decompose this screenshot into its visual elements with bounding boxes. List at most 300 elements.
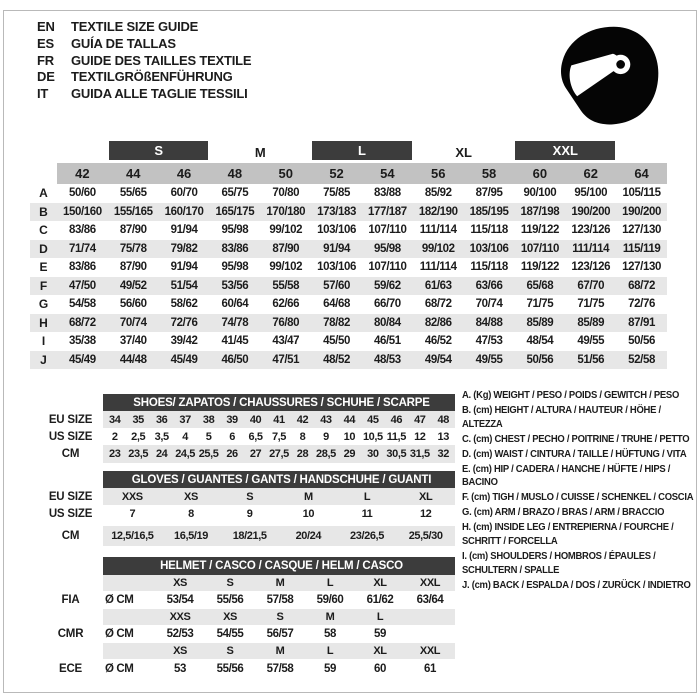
size-number-cell: 64 [616, 163, 667, 184]
language-label: GUIDE DES TAILLES TEXTILE [71, 52, 252, 68]
size-value-cell: 62/66 [272, 298, 300, 311]
shoe-us-size-cell: 13 [437, 430, 449, 443]
size-value-cell: 72/76 [628, 298, 655, 311]
language-label: GUÍA DE TALLAS [71, 35, 176, 51]
shoe-cm-cell: 25,5 [197, 445, 220, 463]
size-value-cell: 74/78 [209, 314, 260, 333]
language-label: GUIDA ALLE TAGLIE TESSILI [71, 86, 248, 102]
shoe-cm-cell: 28,5 [314, 445, 337, 463]
shoe-cm-cell: 26 [220, 445, 243, 463]
shoe-cm-cell: 24 [150, 445, 173, 463]
size-value-cell: 70/74 [108, 314, 159, 333]
size-value-cell: 72/76 [159, 314, 210, 333]
shoe-us-size-cell: 2,5 [131, 430, 146, 443]
helmet-diameter-unit: Ø CM [105, 628, 134, 640]
size-value-cell: 45/49 [159, 351, 210, 370]
helmet-size-label-cell: XS [205, 609, 255, 625]
helmet-size-label-cell [405, 609, 455, 625]
shoe-cm-cell: 27,5 [267, 445, 290, 463]
shoe-cm-cell: 24,5 [173, 445, 196, 463]
helmet-sizes-lead [103, 643, 155, 659]
shoe-us-size-cell: 6,5 [248, 430, 263, 443]
row-letter: I [41, 334, 46, 349]
language-row [37, 36, 251, 53]
row-letter: E [39, 260, 48, 275]
helmet-size-label-cell: XXS [155, 609, 205, 625]
size-value-cell: 51/54 [159, 277, 210, 296]
size-value-cell: 119/122 [520, 261, 559, 274]
row-letter: D [30, 240, 57, 259]
row-label-us-size: US SIZE [48, 507, 93, 520]
row-letter: F [30, 277, 57, 296]
size-value-cell: 155/165 [108, 203, 159, 222]
size-value-cell: 190/200 [565, 203, 616, 222]
size-value-cell: 99/102 [413, 240, 464, 259]
helmet-cm-value-cell: 63/64 [416, 594, 444, 606]
measurement-item: I. (cm) SHOULDERS / HOMBROS / ÉPAULES / SCHULTERN / SPALLE [462, 549, 656, 576]
size-value-cell: 91/94 [170, 261, 198, 274]
language-row [37, 86, 251, 103]
shoe-cm-cell: 32 [432, 445, 455, 463]
helmet-cm-value-cell: 55/56 [216, 663, 244, 675]
shoe-eu-size-cell: 40 [244, 411, 267, 428]
shoe-cm-cell: 30,5 [385, 445, 408, 463]
size-group-l: L [312, 141, 412, 160]
size-value-cell: 55/58 [260, 277, 311, 296]
size-value-cell: 127/130 [622, 261, 661, 274]
helmet-size-label-cell: L [305, 643, 355, 659]
size-value-cell: 41/45 [221, 335, 249, 348]
size-value-cell: 87/90 [119, 224, 147, 237]
size-value-cell: 107/110 [514, 240, 565, 259]
measurement-item: B. (cm) HEIGHT / ALTURA / HAUTEUR / HÖHE / ALTEZZA [462, 403, 661, 430]
size-value-cell: 173/183 [311, 203, 362, 222]
measurement-item: A. (Kg) WEIGHT / PESO / POIDS / GEWITCH / PESO [462, 389, 680, 401]
size-value-cell: 83/86 [69, 224, 96, 237]
size-group-spacer [57, 141, 108, 163]
size-value-cell: 123/126 [571, 224, 611, 237]
size-value-cell: 115/118 [470, 224, 508, 237]
size-value-cell: 63/66 [464, 277, 515, 296]
shoe-us-size-cell: 12 [414, 430, 426, 443]
helmet-cm-value-cell: 55/56 [216, 594, 244, 606]
size-group-xl: XL [455, 144, 472, 160]
size-value-cell: 150/160 [57, 203, 108, 222]
size-number-cell: 56 [413, 163, 464, 184]
gloves-title-spacer [38, 471, 103, 488]
row-label-cm: CM [61, 530, 80, 542]
size-value-cell: 54/58 [69, 298, 96, 311]
helmet-cm-value-cell: 59 [374, 628, 386, 640]
size-value-cell: 91/94 [311, 240, 362, 259]
size-number-cell: 60 [514, 163, 565, 184]
size-value-cell: 119/122 [520, 224, 559, 237]
row-letter: B [30, 203, 57, 222]
size-value-cell: 58/62 [170, 298, 198, 311]
shoe-cm-cell: 30 [361, 445, 384, 463]
helmet-size-label-cell: S [205, 575, 255, 591]
shoe-cm-cell: 27 [244, 445, 267, 463]
size-value-cell: 107/110 [368, 261, 407, 274]
glove-eu-size-cell: S [220, 488, 279, 505]
size-value-cell: 64/68 [323, 298, 350, 311]
size-value-cell: 87/90 [260, 240, 311, 259]
shoe-eu-size-cell: 35 [126, 411, 149, 428]
glove-cm-cell: 23/26,5 [338, 526, 397, 546]
size-value-cell: 95/98 [221, 261, 249, 274]
helmet-size-label-cell: L [355, 609, 405, 625]
size-number-cell: 42 [57, 163, 108, 184]
helmet-title-spacer [38, 557, 103, 575]
size-value-cell: 83/88 [374, 187, 401, 200]
glove-us-size-cell: 9 [246, 507, 253, 520]
size-value-cell: 111/114 [419, 261, 457, 274]
size-value-cell: 177/187 [362, 203, 413, 222]
helmet-sizes-lead [103, 609, 155, 625]
measurement-item: E. (cm) HIP / CADERA / HANCHE / HÜFTE / HIPS / BACINO [462, 462, 671, 489]
shoe-us-size-cell: 3,5 [154, 430, 169, 443]
size-value-cell: 68/72 [424, 298, 452, 311]
helmet-cm-value-cell [405, 625, 455, 643]
size-value-cell: 61/63 [413, 277, 464, 296]
corner-spacer [30, 141, 57, 163]
measurement-item: D. (cm) WAIST / CINTURA / TAILLE / HÜFTUNG / VITA [462, 447, 687, 460]
size-value-cell: 70/74 [475, 298, 503, 311]
glove-eu-size-cell: L [338, 488, 397, 505]
row-letter: J [30, 351, 57, 370]
racing-helmet-icon [552, 18, 668, 134]
size-value-cell: 111/114 [419, 224, 457, 237]
shoe-us-size-cell: 5 [205, 430, 212, 443]
helmet-size-table [38, 557, 455, 679]
size-value-cell: 57/60 [311, 277, 362, 296]
size-value-cell: 91/94 [170, 224, 198, 237]
size-value-cell: 56/60 [119, 298, 147, 311]
shoe-us-size-cell: 4 [182, 430, 188, 443]
size-value-cell: 67/70 [565, 277, 616, 296]
helmet-section-title: HELMET / CASCO / CASQUE / HELM / CASCO [103, 557, 455, 575]
size-number-cell: 62 [565, 163, 616, 184]
helmet-cm-value-cell: 57/58 [266, 663, 294, 675]
size-value-cell: 35/38 [69, 335, 96, 348]
size-value-cell: 47/53 [475, 335, 503, 348]
size-number-cell: 48 [209, 163, 260, 184]
size-number-cell: 52 [311, 163, 362, 184]
glove-us-size-cell: 11 [361, 507, 373, 520]
language-code: EN [37, 19, 55, 34]
size-value-cell: 43/47 [272, 335, 300, 348]
language-label: TEXTILE SIZE GUIDE [71, 19, 199, 34]
glove-us-size-cell: 7 [129, 507, 136, 520]
size-value-cell: 170/180 [260, 203, 311, 222]
shoe-eu-size-cell: 47 [408, 411, 431, 428]
helmet-cm-value-cell: 56/57 [266, 628, 294, 640]
helmet-cm-value-cell: 61/62 [366, 594, 394, 606]
size-value-cell: 49/54 [413, 351, 464, 370]
size-value-cell: 50/60 [69, 187, 96, 200]
helmet-cm-value-cell: 57/58 [266, 594, 294, 606]
shoe-eu-size-cell: 43 [314, 411, 337, 428]
helmet-cm-value-cell: 59 [324, 663, 336, 675]
shoes-section-title: SHOES/ ZAPATOS / CHAUSSURES / SCHUHE / SCARPE [103, 394, 455, 411]
shoe-eu-size-cell: 37 [173, 411, 196, 428]
shoe-eu-size-cell: 42 [291, 411, 314, 428]
size-value-cell: 95/98 [362, 240, 413, 259]
size-group-xxl: XXL [515, 141, 615, 160]
size-group-s: S [109, 141, 209, 160]
helmet-size-label-cell: XS [155, 575, 205, 591]
size-value-cell: 187/198 [514, 203, 565, 222]
helmet-diameter-unit: Ø CM [105, 594, 134, 606]
size-value-cell: 45/50 [323, 335, 350, 348]
glove-us-size-cell: 12 [419, 507, 432, 520]
size-value-cell: 71/74 [57, 240, 108, 259]
size-value-cell: 185/195 [464, 203, 515, 222]
size-value-cell: 49/55 [577, 335, 605, 348]
size-group-spacer [616, 141, 667, 163]
gloves-section-title: GLOVES / GUANTES / GANTS / HANDSCHUHE / GUANTI [103, 471, 455, 488]
shoe-eu-size-cell: 45 [361, 411, 384, 428]
helmet-sizes-lead [103, 575, 155, 591]
size-value-cell: 99/102 [269, 224, 303, 237]
shoe-eu-size-cell: 44 [338, 411, 361, 428]
helmet-size-label-cell: XXL [405, 575, 455, 591]
shoes-title-spacer [38, 394, 103, 411]
helmet-diameter-unit: Ø CM [105, 663, 134, 675]
size-value-cell: 90/100 [523, 187, 557, 200]
size-group-m: M [254, 144, 266, 160]
size-value-cell: 87/95 [475, 187, 503, 200]
size-value-cell: 190/200 [616, 203, 667, 222]
size-value-cell: 79/82 [159, 240, 210, 259]
size-value-cell: 39/42 [170, 335, 198, 348]
measurement-item: G. (cm) ARM / BRAZO / BRAS / ARM / BRACCIO [462, 506, 665, 519]
glove-cm-cell: 18/21,5 [220, 526, 279, 546]
glove-cm-cell: 12,5/16,5 [103, 526, 162, 546]
size-value-cell: 87/91 [616, 314, 667, 333]
glove-eu-size-cell: XL [396, 488, 455, 505]
shoe-eu-size-cell: 36 [150, 411, 173, 428]
helmet-cm-value-cell: 52/53 [166, 628, 194, 640]
size-value-cell: 115/118 [470, 261, 508, 274]
shoe-cm-cell: 29 [338, 445, 361, 463]
size-value-cell: 48/54 [526, 335, 554, 348]
shoe-us-size-cell: 7,5 [271, 430, 287, 443]
helmet-cm-value-cell: 53 [174, 663, 186, 675]
row-letter: G [38, 297, 49, 312]
size-value-cell: 83/86 [69, 261, 96, 274]
helmet-standard-cmr: CMR [57, 628, 84, 640]
size-value-cell: 80/84 [362, 314, 413, 333]
shoe-cm-cell: 23 [103, 445, 126, 463]
size-value-cell: 51/56 [565, 351, 616, 370]
size-value-cell: 115/119 [616, 240, 667, 259]
glove-cm-cell: 16,5/19 [162, 526, 221, 546]
helmet-size-label-cell: M [255, 643, 305, 659]
size-number-cell: 46 [159, 163, 210, 184]
size-value-cell: 111/114 [565, 240, 616, 259]
size-value-cell: 71/75 [577, 298, 605, 311]
helmet-size-label-cell: M [305, 609, 355, 625]
row-letter: C [39, 223, 48, 238]
size-value-cell: 48/53 [362, 351, 413, 370]
glove-eu-size-cell: XXS [103, 488, 162, 505]
size-value-cell: 123/126 [571, 261, 611, 274]
shoe-cm-cell: 28 [291, 445, 314, 463]
shoe-cm-cell: 23,5 [126, 445, 149, 463]
main-size-table [30, 141, 667, 369]
shoe-eu-size-cell: 46 [385, 411, 408, 428]
helmet-cm-value-cell: 53/54 [166, 594, 194, 606]
size-value-cell: 59/62 [362, 277, 413, 296]
shoe-eu-size-cell: 39 [220, 411, 243, 428]
size-value-cell: 45/49 [57, 351, 108, 370]
helmet-cm-value-cell: 59/60 [316, 594, 344, 606]
helmet-size-label-cell: XXL [405, 643, 455, 659]
size-value-cell: 85/89 [514, 314, 565, 333]
row-label-us-size: US SIZE [48, 430, 93, 443]
size-value-cell: 165/175 [209, 203, 260, 222]
glove-cm-cell: 25,5/30 [396, 526, 455, 546]
number-row-spacer [30, 163, 57, 184]
size-value-cell: 87/90 [119, 261, 147, 274]
row-letter: H [30, 314, 57, 333]
size-value-cell: 75/85 [323, 187, 350, 200]
language-code: IT [37, 86, 49, 102]
measurement-legend [462, 389, 698, 594]
language-row [37, 53, 251, 70]
row-label-cm: CM [61, 448, 80, 460]
size-value-cell: 68/72 [616, 277, 667, 296]
shoe-us-size-cell: 11,5 [386, 430, 406, 443]
helmet-size-label-cell: XS [155, 643, 205, 659]
glove-us-size-cell: 8 [188, 507, 194, 520]
measurement-item: C. (cm) CHEST / PECHO / POITRINE / TRUHE / PETTO [462, 432, 690, 445]
size-value-cell: 60/70 [170, 187, 198, 200]
size-value-cell: 37/40 [119, 335, 147, 348]
size-number-cell: 44 [108, 163, 159, 184]
shoe-us-size-cell: 6 [229, 430, 235, 443]
helmet-size-label-cell: S [255, 609, 305, 625]
glove-eu-size-cell: M [279, 488, 338, 505]
helmet-cm-value-cell: 54/55 [216, 628, 244, 640]
measurement-item: F. (cm) TIGH / MUSLO / CUISSE / SCHENKEL / COSCIA [462, 491, 694, 504]
size-value-cell: 103/106 [317, 261, 356, 274]
shoe-us-size-cell: 10,5 [362, 430, 383, 443]
size-value-cell: 68/72 [57, 314, 108, 333]
helmet-size-label-cell: L [305, 575, 355, 591]
size-value-cell: 60/64 [221, 298, 249, 311]
size-value-cell: 65/75 [221, 187, 249, 200]
size-value-cell: 95/98 [221, 224, 249, 237]
size-value-cell: 50/56 [514, 351, 565, 370]
size-value-cell: 49/55 [464, 351, 515, 370]
size-value-cell: 55/65 [119, 187, 147, 200]
size-value-cell: 53/56 [209, 277, 260, 296]
helmet-size-label-cell: XL [355, 575, 405, 591]
glove-cm-cell: 20/24 [279, 526, 338, 546]
helmet-size-label-cell: M [255, 575, 305, 591]
glove-us-size-cell: 10 [302, 507, 315, 520]
size-value-cell: 82/86 [413, 314, 464, 333]
size-value-cell: 52/58 [616, 351, 667, 370]
helmet-sizes-spacer [38, 643, 103, 659]
size-value-cell: 182/190 [413, 203, 464, 222]
helmet-size-label-cell: XL [355, 643, 405, 659]
size-value-cell: 49/52 [108, 277, 159, 296]
glove-eu-size-cell: XS [162, 488, 221, 505]
shoe-us-size-cell: 2 [111, 430, 118, 443]
size-value-cell: 47/51 [260, 351, 311, 370]
size-value-cell: 85/92 [424, 187, 452, 200]
size-value-cell: 47/50 [57, 277, 108, 296]
size-number-cell: 50 [260, 163, 311, 184]
row-letter: A [39, 186, 48, 201]
size-value-cell: 46/52 [424, 335, 452, 348]
shoe-us-size-cell: 9 [323, 430, 329, 443]
helmet-size-label-cell: S [205, 643, 255, 659]
shoe-us-size-cell: 10 [343, 430, 356, 443]
shoe-us-size-cell: 8 [299, 430, 306, 443]
size-value-cell: 76/80 [260, 314, 311, 333]
helmet-cm-value-cell: 60 [374, 663, 386, 675]
size-value-cell: 107/110 [368, 224, 407, 237]
measurement-item: H. (cm) INSIDE LEG / ENTREPIERNA / FOURCHE / SCHRITT / FORCELLA [462, 521, 674, 548]
shoe-eu-size-cell: 34 [103, 411, 126, 428]
row-label-eu-size: EU SIZE [48, 490, 93, 503]
shoes-size-table [38, 394, 455, 463]
size-value-cell: 99/102 [269, 261, 303, 274]
size-value-cell: 85/89 [565, 314, 616, 333]
size-value-cell: 70/80 [272, 187, 300, 200]
size-value-cell: 71/75 [526, 298, 554, 311]
shoe-eu-size-cell: 41 [267, 411, 290, 428]
helmet-standard-ece: ECE [58, 663, 83, 675]
shoe-cm-cell: 31,5 [408, 445, 431, 463]
helmet-sizes-spacer [38, 575, 103, 591]
size-value-cell: 44/48 [108, 351, 159, 370]
size-value-cell: 103/106 [317, 224, 356, 237]
size-value-cell: 160/170 [159, 203, 210, 222]
size-value-cell: 105/115 [622, 187, 661, 200]
size-value-cell: 50/56 [628, 335, 655, 348]
language-code: DE [37, 69, 55, 85]
size-number-cell: 54 [362, 163, 413, 184]
language-row [37, 19, 251, 36]
shoe-eu-size-cell: 38 [197, 411, 220, 428]
size-value-cell: 84/88 [464, 314, 515, 333]
gloves-size-table [38, 471, 455, 546]
language-title-list [37, 19, 251, 103]
size-value-cell: 66/70 [374, 298, 401, 311]
size-value-cell: 46/50 [209, 351, 260, 370]
size-number-cell: 58 [464, 163, 515, 184]
helmet-cm-value-cell: 58 [324, 628, 336, 640]
measurement-item: J. (cm) BACK / ESPALDA / DOS / ZURÜCK / INDIETRO [462, 578, 691, 591]
size-value-cell: 65/68 [514, 277, 565, 296]
language-code: FR [37, 52, 54, 68]
language-row [37, 69, 251, 86]
size-value-cell: 75/78 [108, 240, 159, 259]
language-code: ES [37, 35, 54, 51]
size-value-cell: 83/86 [209, 240, 260, 259]
helmet-cm-value-cell: 61 [424, 663, 436, 675]
language-label: TEXTILGRÖßENFÜHRUNG [71, 69, 233, 85]
size-value-cell: 127/130 [622, 224, 661, 237]
size-value-cell: 48/52 [311, 351, 362, 370]
helmet-standard-fia: FIA [61, 594, 80, 606]
shoe-eu-size-cell: 48 [432, 411, 455, 428]
